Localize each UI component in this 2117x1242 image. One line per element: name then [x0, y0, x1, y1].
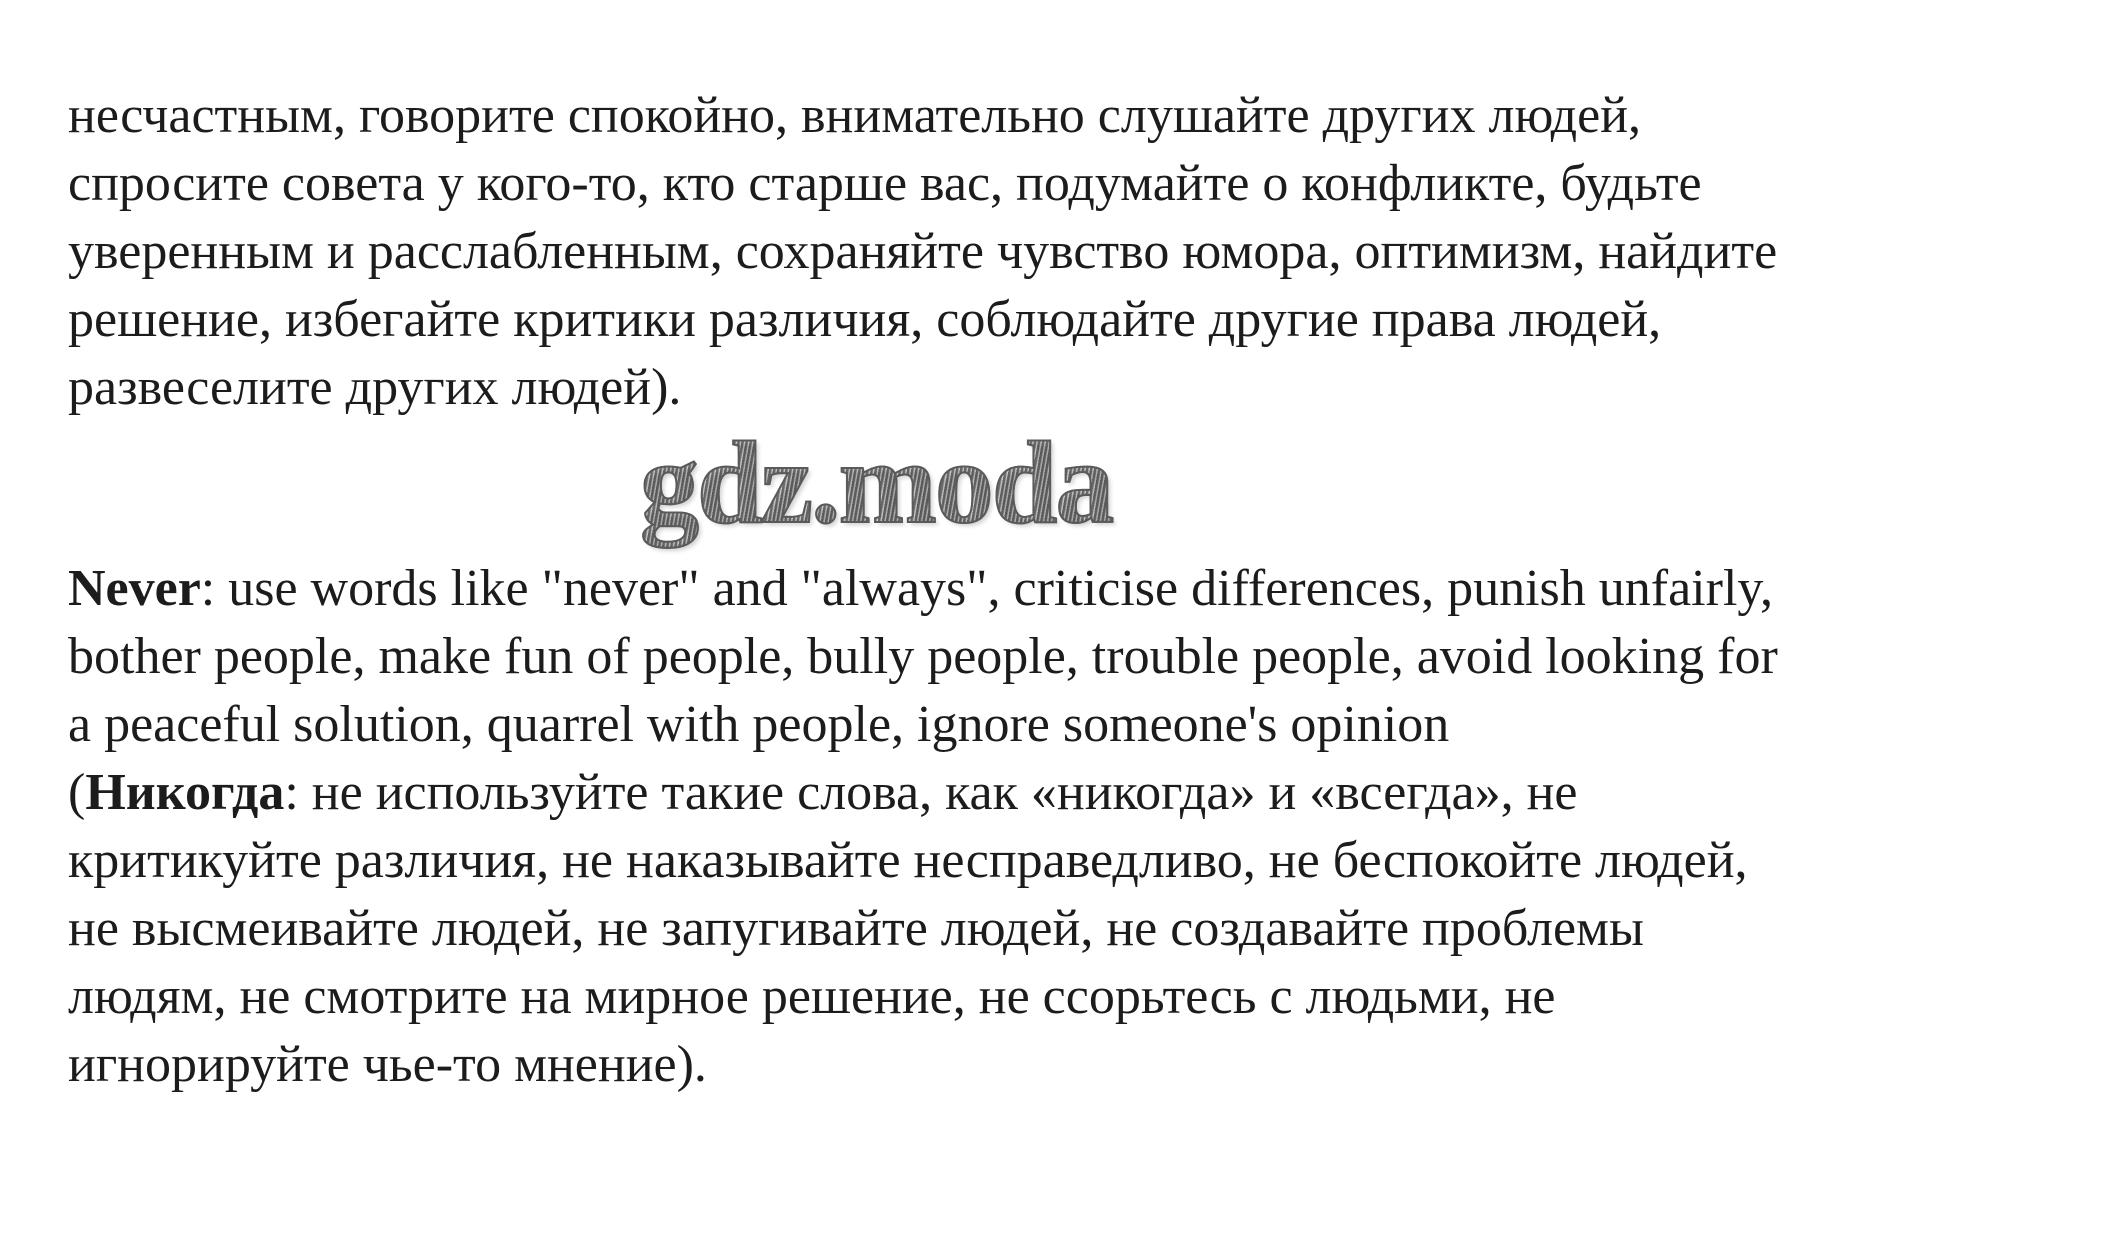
- never-line-rest: : use words like "never" and "always", criticise differences, punish unfairly,: [200, 560, 1774, 617]
- text-line: людям, не смотрите на мирное решение, не ссорьтесь с людьми, не: [68, 968, 1556, 1025]
- text-line: a peaceful solution, quarrel with people, ignore someone's opinion: [68, 696, 1450, 753]
- watermark-logo: gdz.moda: [640, 417, 1113, 548]
- russian-paragraph-top: [68, 82, 2068, 422]
- text-line: [68, 555, 2068, 623]
- text-line: уверенным и расслабленным, сохраняйте чувство юмора, оптимизм, найдите: [68, 223, 1778, 280]
- never-section: [68, 555, 2068, 1099]
- text-line: развеселите других людей).: [68, 359, 682, 416]
- text-line: критикуйте различия, не наказывайте несправедливо, не беспокойте людей,: [68, 832, 1748, 889]
- text-line: bother people, make fun of people, bully people, trouble people, avoid looking for: [68, 628, 1778, 685]
- translation-line-rest: : не используйте такие слова, как «никогда» и «всегда», не: [284, 764, 1578, 821]
- text-line: игнорируйте чье-то мнение).: [68, 1036, 707, 1093]
- nikogda-label: Никогда: [85, 764, 285, 821]
- never-label: Never: [68, 560, 201, 617]
- open-paren: (: [68, 764, 86, 821]
- text-line: спросите совета у кого-то, кто старше вас, подумайте о конфликте, будьте: [68, 155, 1702, 212]
- text-line: не высмеивайте людей, не запугивайте людей, не создавайте проблемы: [68, 900, 1644, 957]
- text-line: несчастным, говорите спокойно, внимательно слушайте других людей,: [68, 87, 1642, 144]
- text-line: решение, избегайте критики различия, соблюдайте другие права людей,: [68, 291, 1662, 348]
- text-line: [68, 759, 2068, 827]
